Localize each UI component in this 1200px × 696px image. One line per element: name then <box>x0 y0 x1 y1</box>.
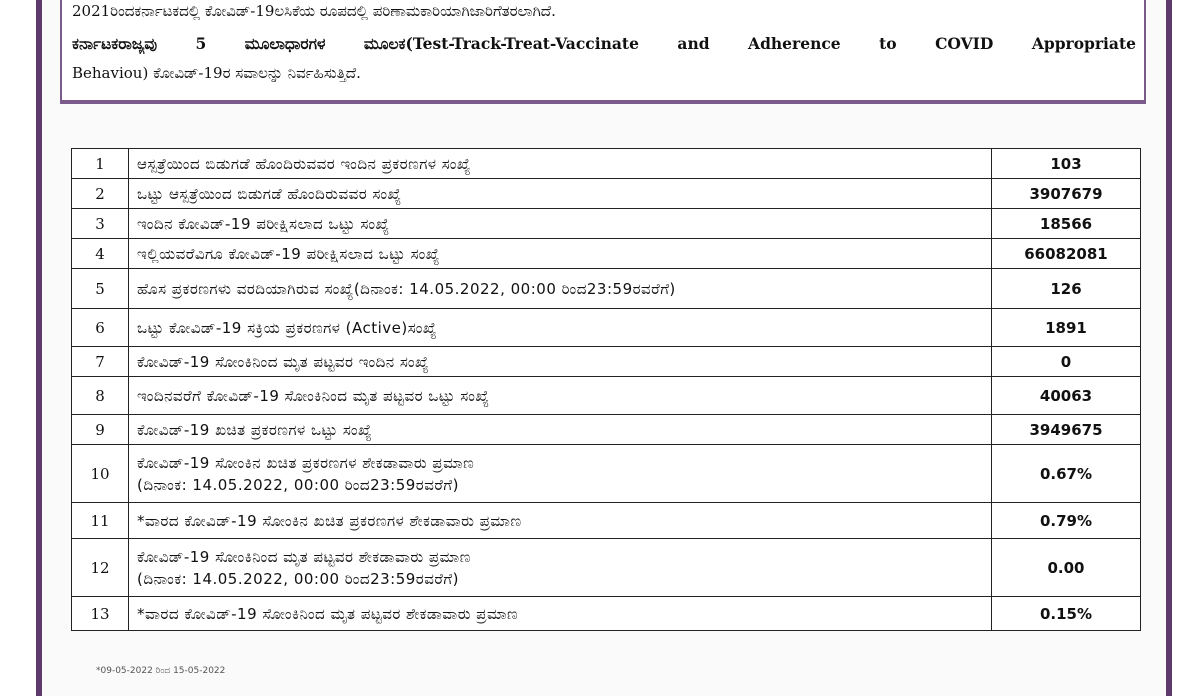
table-row <box>72 179 1141 209</box>
table-row <box>72 269 1141 309</box>
table-row <box>72 445 1141 503</box>
table-row <box>72 539 1141 597</box>
covid-stats-table <box>71 148 1141 631</box>
table-row <box>72 149 1141 179</box>
row-value: 3949675 <box>992 415 1141 445</box>
row-number: 7 <box>72 347 129 377</box>
table-row <box>72 209 1141 239</box>
row-description-line-2: (ದಿನಾಂಕ: 14.05.2022, 00:00 ರಿಂದ23:59ರವರೆಗೆ) <box>137 569 459 588</box>
row-value: 66082081 <box>992 239 1141 269</box>
intro-line-3: Behaviou) ಕೋವಿಡ್-19ರ ಸವಾಲನ್ನು ನಿರ್ವಹಿಸುತ್ತಿದೆ. <box>72 64 361 82</box>
row-number: 3 <box>72 209 129 239</box>
row-description-line-2: (ದಿನಾಂಕ: 14.05.2022, 00:00 ರಿಂದ23:59ರವರೆಗೆ) <box>137 475 459 494</box>
table-row <box>72 597 1141 631</box>
row-number: 1 <box>72 149 129 179</box>
row-value: 126 <box>992 269 1141 309</box>
row-value: 0 <box>992 347 1141 377</box>
row-number: 9 <box>72 415 129 445</box>
row-description-line-1: ಕೋವಿಡ್-19 ಸೋಂಕಿನಿಂದ ಮೃತ ಪಟ್ಟವರ ಶೇಕಡಾವಾರು ಪ್ರಮಾಣ <box>137 547 471 566</box>
row-value: 40063 <box>992 377 1141 415</box>
table-row <box>72 503 1141 539</box>
row-number: 6 <box>72 309 129 347</box>
row-value: 103 <box>992 149 1141 179</box>
row-value: 0.15% <box>992 597 1141 631</box>
table-row <box>72 239 1141 269</box>
row-description: *ವಾರದ ಕೋವಿಡ್-19 ಸೋಂಕಿನ ಖಚಿತ ಪ್ರಕರಣಗಳ ಶೇಕಡಾವಾರು ಪ್ರಮಾಣ <box>129 503 992 539</box>
row-value: 0.79% <box>992 503 1141 539</box>
row-number: 2 <box>72 179 129 209</box>
row-number: 4 <box>72 239 129 269</box>
footnote: *09-05-2022 ರಿಂದ 15-05-2022 <box>96 666 226 676</box>
row-number: 12 <box>72 539 129 597</box>
row-value: 0.00 <box>992 539 1141 597</box>
row-description <box>129 539 992 597</box>
row-description: ಇಂದಿನ ಕೋವಿಡ್-19 ಪರೀಕ್ಷಿಸಲಾದ ಒಟ್ಟು ಸಂಖ್ಯೆ <box>129 209 992 239</box>
row-description <box>129 445 992 503</box>
row-number: 11 <box>72 503 129 539</box>
row-number: 10 <box>72 445 129 503</box>
row-description: ಹೊಸ ಪ್ರಕರಣಗಳು ವರದಿಯಾಗಿರುವ ಸಂಖ್ಯೆ(ದಿನಾಂಕ: 14.05.2022, 00:00 ರಿಂದ23:59ರವರೆಗೆ) <box>129 269 992 309</box>
table-row <box>72 347 1141 377</box>
row-number: 5 <box>72 269 129 309</box>
row-description-line-1: ಕೋವಿಡ್-19 ಸೋಂಕಿನ ಖಚಿತ ಪ್ರಕರಣಗಳ ಶೇಕಡಾವಾರು ಪ್ರಮಾಣ <box>137 453 475 472</box>
row-value: 3907679 <box>992 179 1141 209</box>
row-description: ಆಸ್ಪತ್ರೆಯಿಂದ ಬಿಡುಗಡೆ ಹೊಂದಿರುವವರ ಇಂದಿನ ಪ್ರಕರಣಗಳ ಸಂಖ್ಯೆ <box>129 149 992 179</box>
table-row <box>72 377 1141 415</box>
table-row <box>72 309 1141 347</box>
row-description: ಇಂದಿನವರೆಗೆ ಕೋವಿಡ್-19 ಸೋಂಕಿನಿಂದ ಮೃತ ಪಟ್ಟವರ ಒಟ್ಟು ಸಂಖ್ಯೆ <box>129 377 992 415</box>
row-description: ಒಟ್ಟು ಆಸ್ಪತ್ರೆಯಿಂದ ಬಿಡುಗಡೆ ಹೊಂದಿರುವವರ ಸಂಖ್ಯೆ <box>129 179 992 209</box>
row-description: ಕೋವಿಡ್-19 ಸೋಂಕಿನಿಂದ ಮೃತ ಪಟ್ಟವರ ಇಂದಿನ ಸಂಖ್ಯೆ <box>129 347 992 377</box>
row-value: 0.67% <box>992 445 1141 503</box>
row-description: ಇಲ್ಲಿಯವರೆವಿಗೂ ಕೋವಿಡ್-19 ಪರೀಕ್ಷಿಸಲಾದ ಒಟ್ಟು ಸಂಖ್ಯೆ <box>129 239 992 269</box>
row-number: 13 <box>72 597 129 631</box>
row-description: ಒಟ್ಟು ಕೋವಿಡ್-19 ಸಕ್ರಿಯ ಪ್ರಕರಣಗಳ (Active)ಸಂಖ್ಯೆ <box>129 309 992 347</box>
table-row <box>72 415 1141 445</box>
intro-line-2: ಕರ್ನಾಟಕರಾಜ್ಯವು 5 ಮೂಲಾಧಾರಗಳ ಮೂಲಕ(Test-Track-Treat-Vaccinate and Adherence to COVID Appropriate <box>72 34 1136 53</box>
row-description: *ವಾರದ ಕೋವಿಡ್-19 ಸೋಂಕಿನಿಂದ ಮೃತ ಪಟ್ಟವರ ಶೇಕಡಾವಾರು ಪ್ರಮಾಣ <box>129 597 992 631</box>
row-value: 18566 <box>992 209 1141 239</box>
intro-line-1: 2021ರಿಂದಕರ್ನಾಟಕದಲ್ಲಿ ಕೋವಿಡ್-19ಲಸಿಕೆಯ ರೂಪದಲ್ಲಿ ಪರಿಣಾಮಕಾರಿಯಾಗಿಜಾರಿಗೆತರಲಾಗಿದೆ. <box>72 2 556 20</box>
intro-box <box>60 0 1146 102</box>
row-description: ಕೋವಿಡ್-19 ಖಚಿತ ಪ್ರಕರಣಗಳ ಒಟ್ಟು ಸಂಖ್ಯೆ <box>129 415 992 445</box>
row-value: 1891 <box>992 309 1141 347</box>
row-number: 8 <box>72 377 129 415</box>
